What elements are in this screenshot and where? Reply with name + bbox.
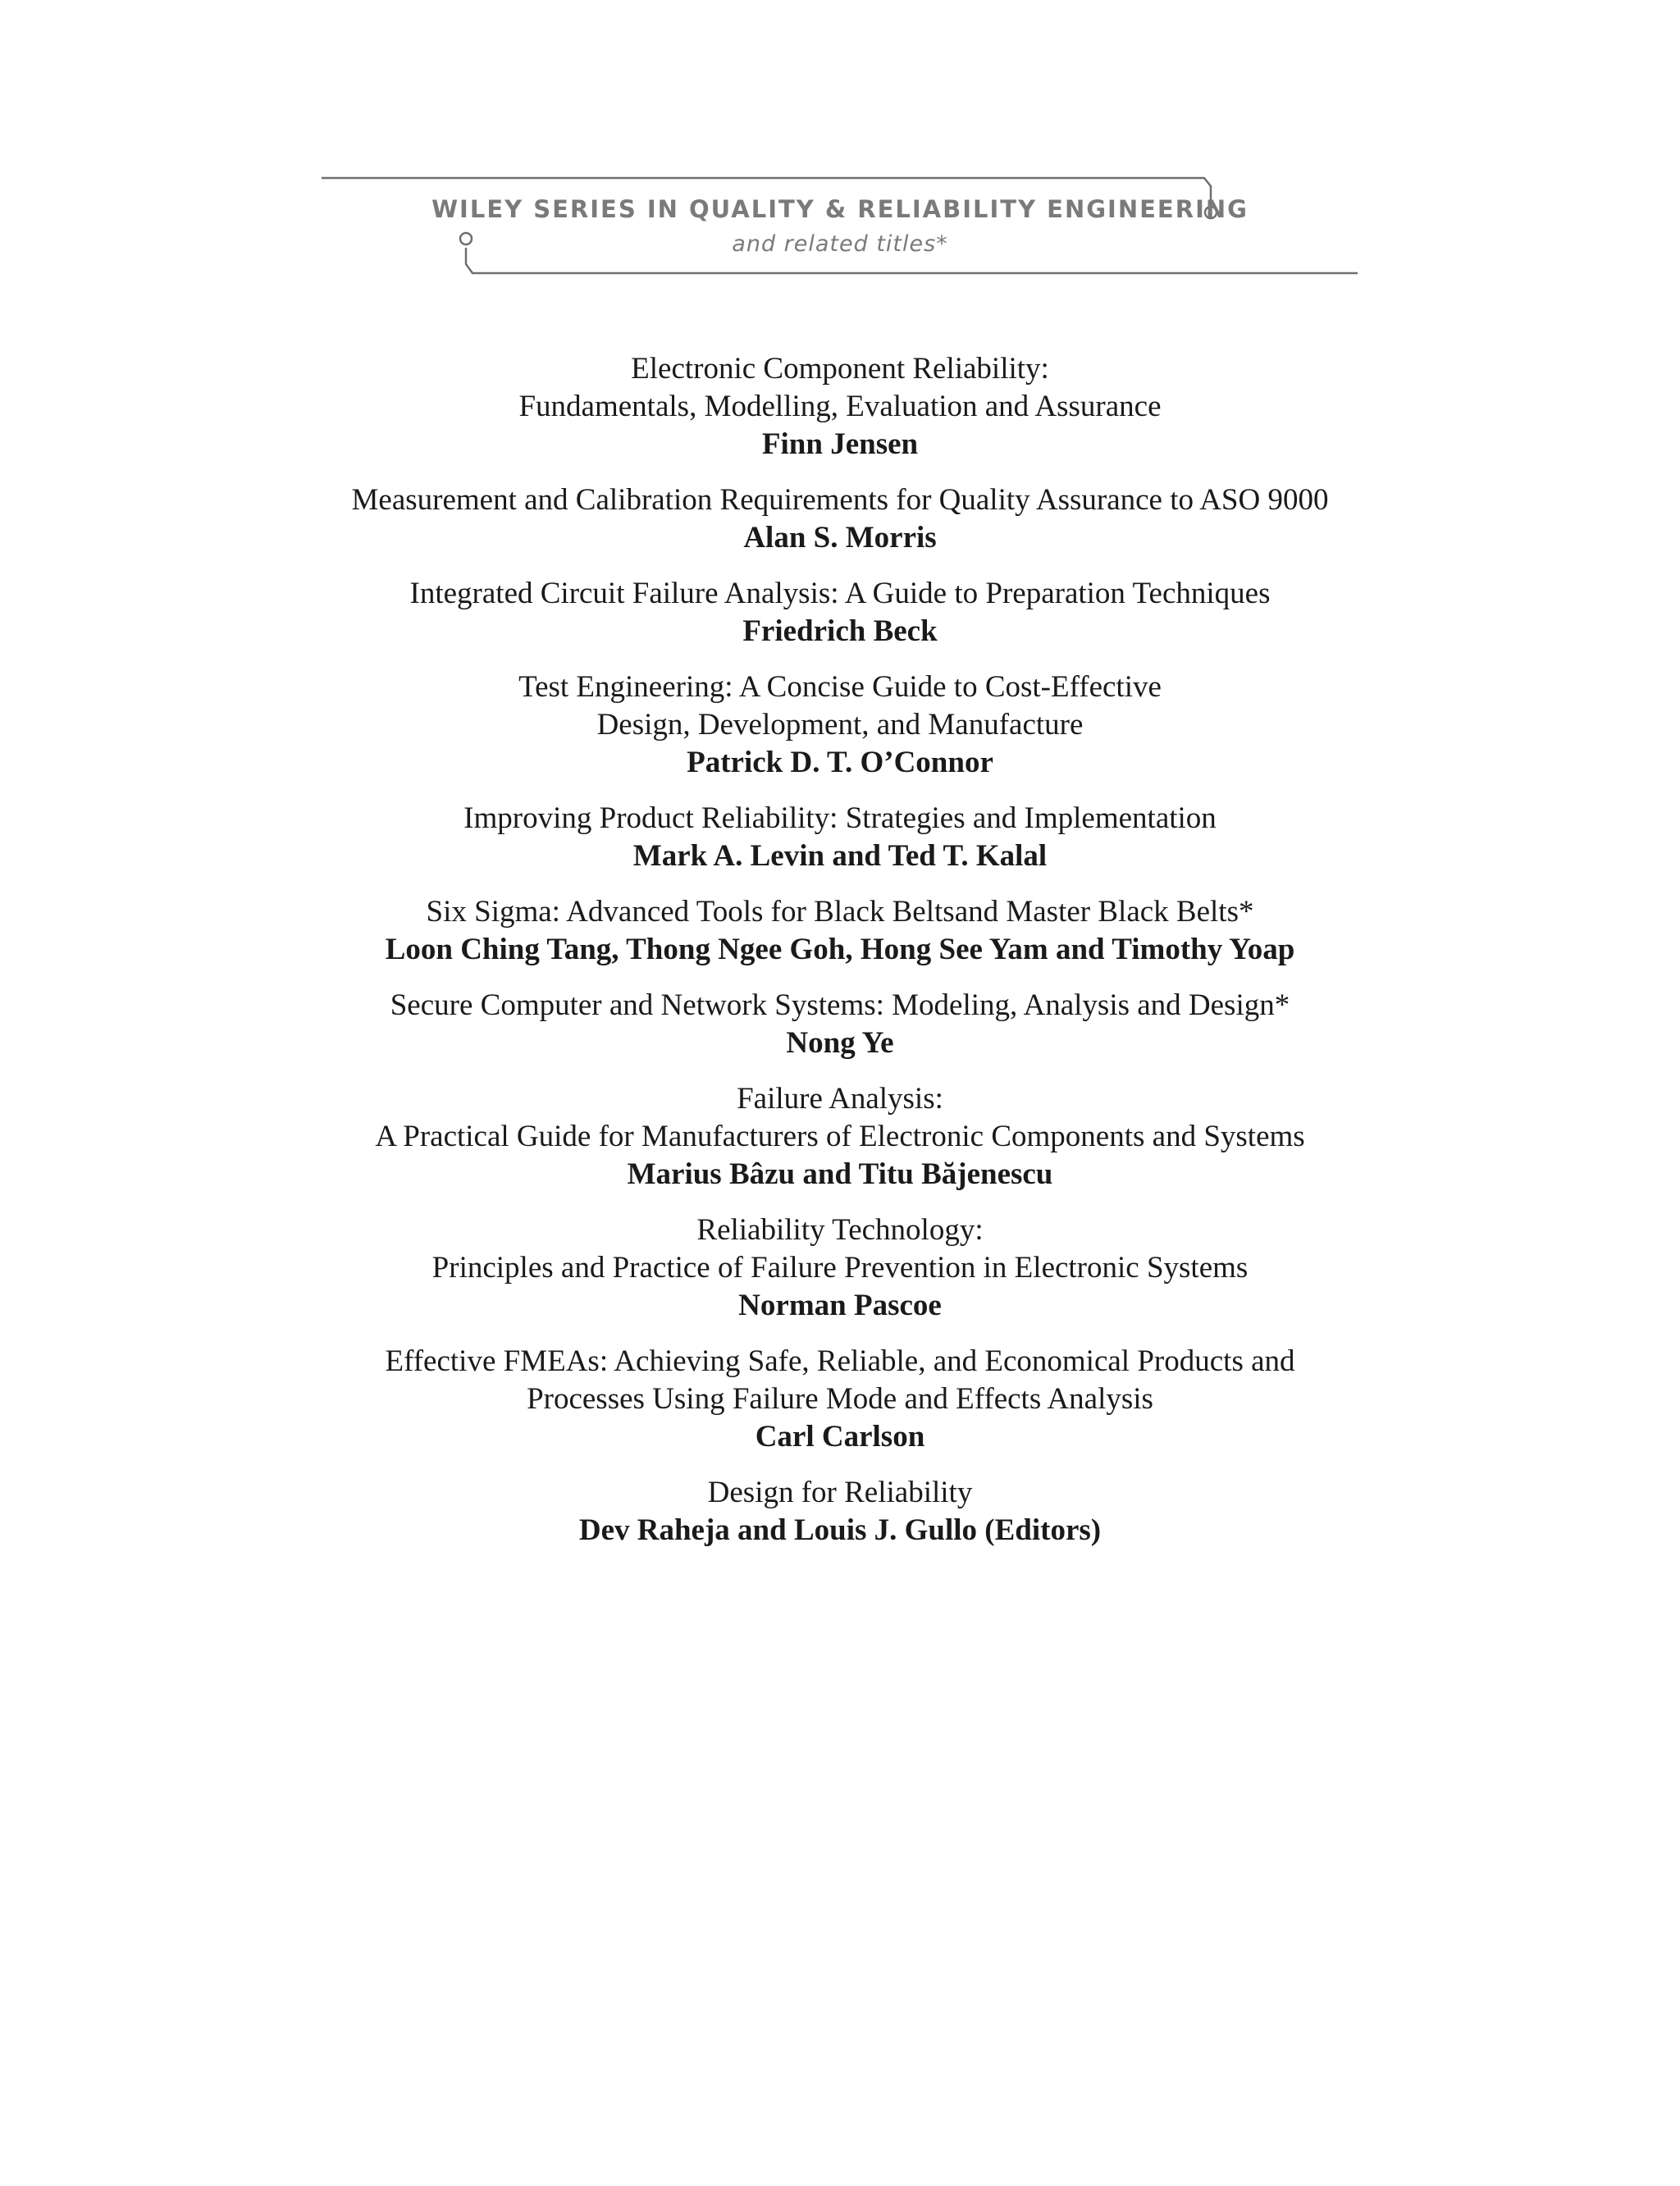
book-entry [0,1080,1680,1193]
book-entry [0,987,1680,1062]
book-entry [0,669,1680,782]
book-title-line: Measurement and Calibration Requirements for Quality Assurance to ASO 9000 [351,483,1329,517]
book-title-line: Electronic Component Reliability: [631,352,1049,386]
book-list [0,350,1680,1568]
book-title-line: Integrated Circuit Failure Analysis: A Guide to Preparation Techniques [409,577,1271,610]
book-author: Alan S. Morris [743,521,937,554]
book-author: Marius Bâzu and Titu Băjenescu [627,1157,1053,1191]
book-title-line: Processes Using Failure Mode and Effects Analysis [527,1382,1153,1416]
book-entry [0,893,1680,969]
book-title-line: Failure Analysis: [737,1082,943,1116]
book-title-line: Design, Development, and Manufacture [596,708,1084,742]
book-title-line: Improving Product Reliability: Strategies and Implementation [463,801,1217,835]
book-title-line: Design for Reliability [707,1476,973,1509]
book-author: Patrick D. T. O’Connor [687,746,993,779]
book-title-line: Fundamentals, Modelling, Evaluation and Assurance [518,390,1162,423]
book-entry [0,350,1680,463]
book-entry [0,800,1680,875]
series-banner [0,0,1680,295]
book-author: Dev Raheja and Louis J. Gullo (Editors) [578,1513,1102,1547]
book-title-line: Effective FMEAs: Achieving Safe, Reliable, and Economical Products and [385,1344,1295,1378]
book-entry [0,1212,1680,1325]
book-title-line: A Practical Guide for Manufacturers of Electronic Components and Systems [375,1120,1305,1153]
book-author: Nong Ye [786,1026,894,1060]
book-entry [0,1474,1680,1549]
book-author: Loon Ching Tang, Thong Ngee Goh, Hong See Yam and Timothy Yoap [385,933,1295,966]
book-author: Mark A. Levin and Ted T. Kalal [632,839,1048,873]
book-author: Friedrich Beck [742,614,938,648]
book-title-line: Principles and Practice of Failure Prevention in Electronic Systems [431,1251,1249,1285]
series-subtitle: and related titles* [732,231,948,257]
book-author: Norman Pascoe [738,1289,942,1322]
book-title-line: Six Sigma: Advanced Tools for Black Beltsand Master Black Belts* [426,895,1254,929]
book-entry [0,1343,1680,1456]
book-title-line: Secure Computer and Network Systems: Modeling, Analysis and Design* [390,988,1290,1022]
book-entry [0,481,1680,557]
series-title: WILEY SERIES IN QUALITY & RELIABILITY ENGINEERING [431,195,1249,223]
book-author: Carl Carlson [755,1420,925,1454]
book-title-line: Test Engineering: A Concise Guide to Cost-Effective [518,670,1162,704]
book-author: Finn Jensen [761,427,919,461]
book-entry [0,575,1680,650]
book-title-line: Reliability Technology: [696,1213,984,1247]
